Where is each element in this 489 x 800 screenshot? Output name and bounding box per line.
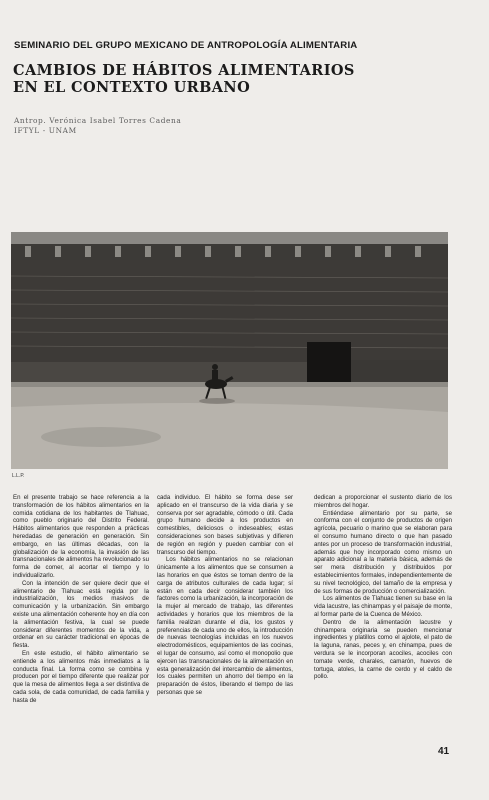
text-column-2 [157,494,293,738]
article-title [13,62,355,96]
bullring-photo [11,232,448,469]
bullring-photo-drawing [11,232,448,469]
photo-credit: L.L.P. [12,473,25,479]
page-number: 41 [438,746,450,757]
paragraph: Con la intención de ser quiere decir que el alimentario de Tlahuac está regida por la industrialización, los medios masivos de comunicación y la urbanización. Sin embargo existe una alimentación coherente hoy en día con la alimentación festiva, la cual se puede considerar diferentes momentos de la vida, a ordenar en su carácter tradicional en épocas de fiesta. [13,579,149,650]
paragraph: cada individuo. El hábito se forma dese ser aplicado en el transcurso de la vida diaria y se conserva por ser agradable, cómodo o útil. Cada grupo humano decide a los productos en comestibles, deliciosos o indeseables; estas consideraciones son bases subjetivas y difieren de región en región y pueden cambiar con el transcurso del tiempo. [157,494,293,556]
paragraph: Dentro de la alimentación lacustre y chinampera originaria se pueden mencionar ingredientes y platillos como el ajolote, el pato de la laguna, ranas, peces y, en chinampa, pues de verdura se le incorporan acociles, acociles con tomate verde, charales, camarón, huevos de tortuga, atoles, la carne de cerdo y el caldo de pollo. [314,618,452,681]
title-line-2: EN EL CONTEXTO URBANO [13,79,251,96]
paragraph: Los hábitos alimentarios no se relacionan únicamente a los alimentos que se consumen a las horarios en que éstos se toman dentro de la carga de atributos culturales de cada lugar; sí están en cada decir considerar también los factores como la urbanización, la incorporación de la mujer al mercado de trabajo, las diferentes actividades y horarios que los miembros de la familia realizan durante el día, los gustos y preferencias de cada uno de ellos, la introducción de nuevas tecnologías incluidas en los nuevos electrodomésticos, equipamientos de las cocinas, el lugar de consumo, así como el monopolio que ejercen las transnacionales de la alimentación en esta generalización del intercambio de alimentos, los cuales permiten un ahorro del tiempo en la preparación de éstos, liberando el tiempo de las personas que se [157,556,293,696]
author-name: Antrop. Verónica Isabel Torres Cadena [14,116,182,125]
seminar-heading: SEMINARIO DEL GRUPO MEXICANO DE ANTROPOLOGÍA ALIMENTARIA [14,40,358,51]
paragraph: dedican a proporcionar el sustento diario de los miembros del hogar. [314,494,452,509]
title-line-1: CAMBIOS DE HÁBITOS ALIMENTARIOS [13,62,355,79]
text-column-1 [13,494,149,738]
paragraph: Entiéndase alimentario por su parte, se conforma con el conjunto de productos de origen agrícola, pecuario o marino que se elaboran para el consumo humano directo o que han pasado antes por un proceso de transformación industrial, además que hoy incorporado como mismo un aparato adicional a la materia básica, además de ser mera distribución y distribuidos por establecimientos formales, independientemente de su nivel tecnológico, del tamaño de la empresa y de sus formas de producción o comercialización. [314,509,452,595]
paragraph: En el presente trabajo se hace referencia a la transformación de los hábitos alimentarios en la comida cotidiana de los habitantes de Tlahuac, como pueblo originario del Distrito Federal. Hábitos alimentarios que responden a prácticas heredadas de generación en generación. Sin embargo, en las últimas décadas, con la globalización de la economía, la invasión de las transnacionales de alimentos ha revolucionado su forma de comer, al acortar el tiempo y lo individualizarlo. [13,494,149,579]
author-byline [14,116,181,136]
paragraph: Los alimentos de Tlahuac tienen su base en la vida lacustre, las chinampas y el paisaje de monte, al formar parte de la Cuenca de México. [314,595,452,618]
paragraph: En este estudio, el hábito alimentario se entiende a los alimentos más inmediatos a la conducta final. La forma como se combina y producen por el tiempo diferente que realizar por que la mesa de alimentos llega a ser distintiva de cada sola, de cada comunidad, de cada familia y hasta de [13,649,149,704]
text-column-3 [314,494,452,738]
author-affiliation: IFTYL - UNAM [14,126,77,135]
